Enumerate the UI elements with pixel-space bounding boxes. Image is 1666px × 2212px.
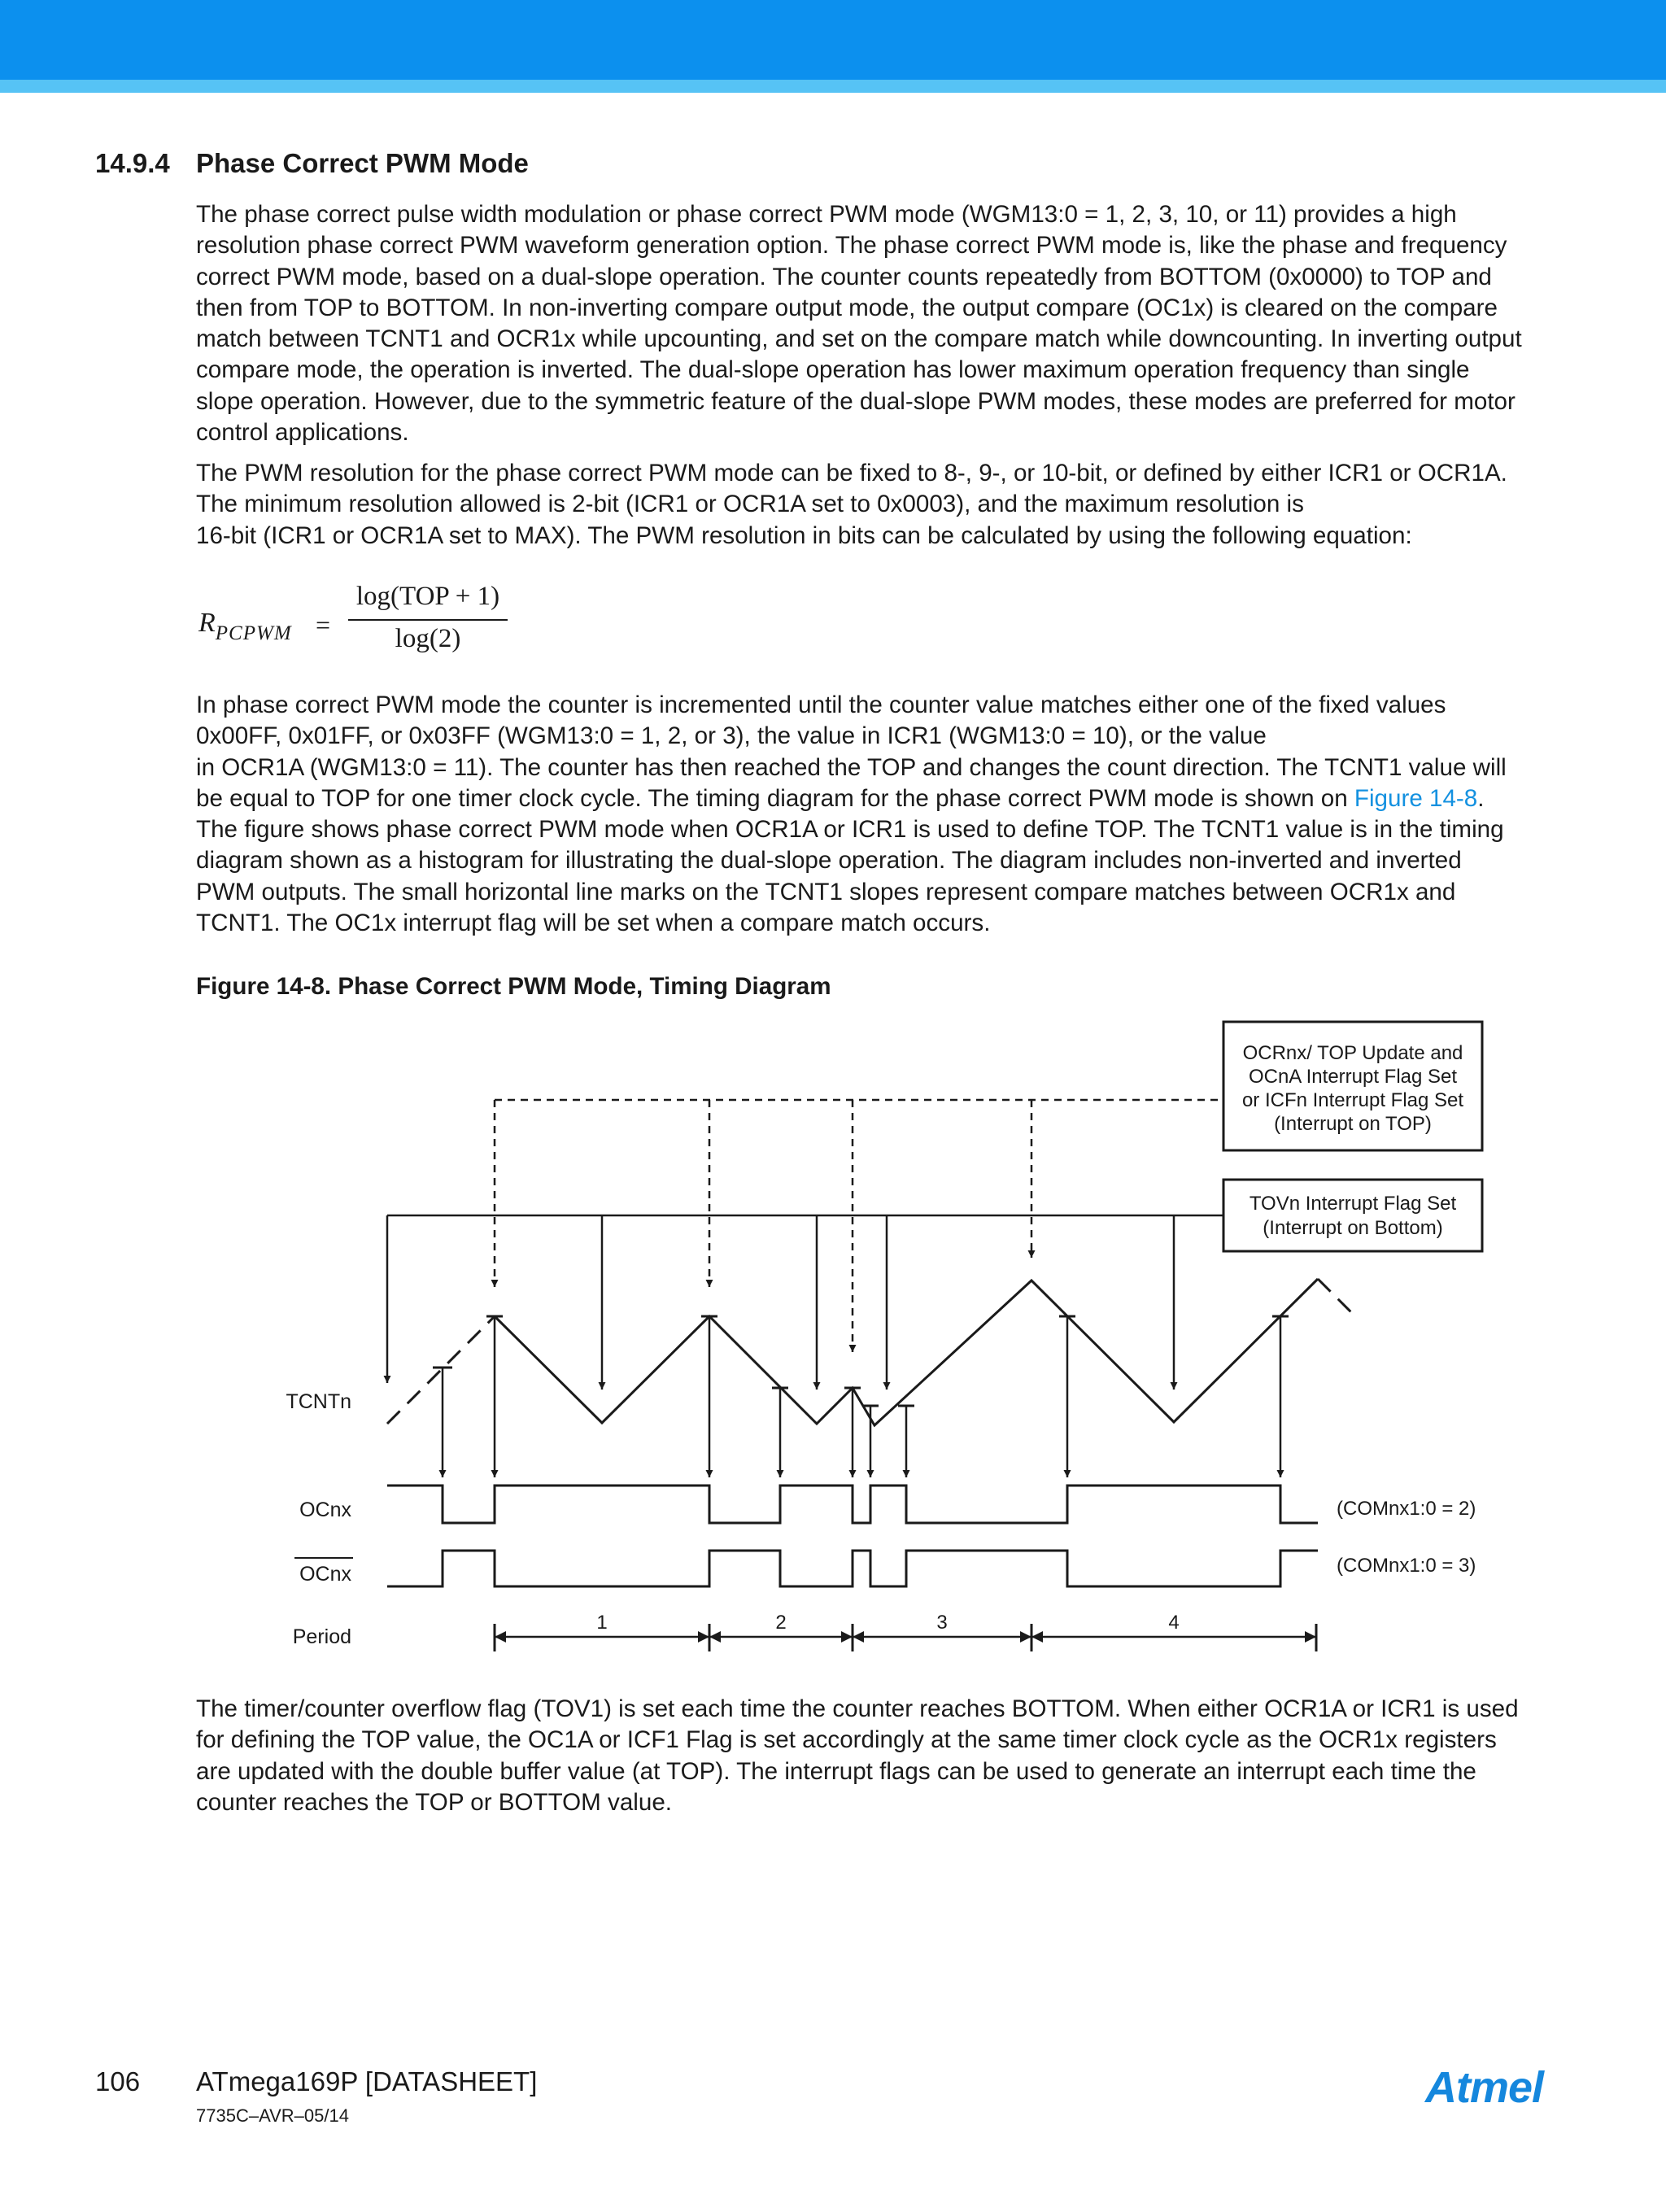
text-line: slope operation. However, due to the symmetric feature of the dual-slope PWM modes, these modes are preferred for motor bbox=[196, 387, 1516, 415]
text-line: control applications. bbox=[196, 419, 409, 447]
equation-subscript: PCPWM bbox=[215, 622, 292, 644]
text-line: are updated with the double buffer value (at TOP). The interrupt flags can be used to generate an interrupt each time the bbox=[196, 1757, 1476, 1785]
period-number: 4 bbox=[1168, 1612, 1180, 1634]
text-line: The figure shows phase correct PWM mode when OCR1A or ICR1 is used to define TOP. The TCNT1 value is in the timing bbox=[196, 816, 1504, 844]
text-segment: . bbox=[1477, 784, 1485, 812]
compare-match-ticks bbox=[433, 1316, 1289, 1406]
top-box-line: (Interrupt on TOP) bbox=[1274, 1113, 1432, 1135]
equation-equals: = bbox=[316, 610, 331, 639]
text-line: diagram shown as a histogram for illustrating the dual-slope operation. The diagram includes non-inverted and inverted bbox=[196, 847, 1462, 875]
text-line: compare mode, the operation is inverted. The dual-slope operation has lower maximum operation frequency than single bbox=[196, 356, 1470, 384]
top-box-line: OCnA Interrupt Flag Set bbox=[1248, 1066, 1458, 1088]
atmel-logo: Atmel bbox=[1425, 2063, 1544, 2112]
text-line: In phase correct PWM mode the counter is incremented until the counter value matches either one of the fixed values bbox=[196, 692, 1446, 718]
text-segment: be equal to TOP for one timer clock cycle. The timing diagram for the phase correct PWM mode is shown on bbox=[196, 784, 1354, 812]
equation-symbol: R bbox=[198, 608, 216, 638]
text-line: PWM outputs. The small horizontal line marks on the TCNT1 slopes represent compare matches between OCR1x and bbox=[196, 878, 1456, 905]
period-number: 1 bbox=[596, 1612, 608, 1634]
text-line: match between TCNT1 and OCR1x while upcounting, and set on the compare match while downcounting. In inverting output bbox=[196, 325, 1522, 353]
document-code: 7735C–AVR–05/14 bbox=[196, 2105, 349, 2126]
noninverted-mode-label: (COMnx1:0 = 2) bbox=[1337, 1498, 1476, 1520]
text-line: counter reaches the TOP or BOTTOM value. bbox=[196, 1788, 673, 1816]
equation-numerator: log(TOP + 1) bbox=[355, 582, 500, 611]
bottom-box-line: (Interrupt on Bottom) bbox=[1263, 1217, 1443, 1239]
text-line: TCNT1. The OC1x interrupt flag will be set when a compare match occurs. bbox=[196, 910, 991, 937]
text-line: 16-bit (ICR1 or OCR1A set to MAX). The PWM resolution in bits can be calculated by using the following equation: bbox=[196, 521, 1412, 549]
text-line: correct PWM mode, based on a dual-slope operation. The counter counts repeatedly from BOTTOM (0x0000) to TOP and bbox=[196, 263, 1492, 290]
period-number: 3 bbox=[936, 1612, 948, 1634]
period-label: Period bbox=[292, 1625, 351, 1648]
figure-caption: Figure 14-8. Phase Correct PWM Mode, Timing Diagram bbox=[196, 973, 831, 1000]
text-line: for defining the TOP value, the OC1A or ICF1 Flag is set accordingly at the same timer clock cycle as the OCR1x registers bbox=[196, 1726, 1497, 1754]
equation-denominator: log(2) bbox=[395, 624, 461, 653]
section-title: Phase Correct PWM Mode bbox=[196, 148, 529, 178]
top-update-lines bbox=[495, 1100, 1223, 1352]
text-line: The PWM resolution for the phase correct PWM mode can be fixed to 8-, 9-, or 10-bit, or defined by either ICR1 or OCR1A. bbox=[196, 460, 1507, 486]
document-title: ATmega169P [DATASHEET] bbox=[196, 2066, 538, 2096]
top-box-line: or ICFn Interrupt Flag Set bbox=[1241, 1089, 1464, 1111]
inverted-mode-label: (COMnx1:0 = 3) bbox=[1337, 1555, 1476, 1577]
page-number: 106 bbox=[95, 2066, 141, 2096]
tcnt-waveform bbox=[387, 1279, 1354, 1425]
text-line: The timer/counter overflow flag (TOV1) is set each time the counter reaches BOTTOM. When either OCR1A or ICR1 is used bbox=[196, 1695, 1519, 1722]
bottom-flag-lines bbox=[387, 1215, 1223, 1390]
text-line: 0x00FF, 0x01FF, or 0x03FF (WGM13:0 = 1, 2, or 3), the value in ICR1 (WGM13:0 = 10), or the value bbox=[196, 722, 1267, 750]
ocnx-label: OCnx bbox=[299, 1499, 351, 1521]
period-number: 2 bbox=[775, 1612, 787, 1634]
paragraph-overflow bbox=[196, 1694, 1579, 1818]
top-box-line: OCRnx/ TOP Update and bbox=[1242, 1042, 1463, 1064]
ocnx-waveform bbox=[387, 1486, 1318, 1523]
text-line: resolution phase correct PWM waveform generation option. The phase correct PWM mode is, like the phase and frequency bbox=[196, 232, 1507, 260]
tcnt-label: TCNTn bbox=[286, 1390, 351, 1413]
text-line: The minimum resolution allowed is 2-bit (ICR1 or OCR1A set to 0x0003), and the maximum resolution is bbox=[196, 491, 1304, 518]
text-line: then from TOP to BOTTOM. In non-inverting compare output mode, the output compare (OC1x) is cleared on the compare bbox=[196, 294, 1498, 321]
section-number: 14.9.4 bbox=[95, 148, 170, 178]
text-line: in OCR1A (WGM13:0 = 11). The counter has then reached the TOP and changes the count direction. The TCNT1 value will bbox=[196, 753, 1507, 781]
figure-link[interactable]: Figure 14-8 bbox=[1354, 784, 1478, 812]
compare-arrows bbox=[443, 1316, 1280, 1477]
text-line: The phase correct pulse width modulation or phase correct PWM mode (WGM13:0 = 1, 2, 3, 10, or 11) provides a high bbox=[196, 201, 1457, 228]
bottom-interrupt-box bbox=[1223, 1180, 1482, 1251]
bottom-box-line: TOVn Interrupt Flag Set bbox=[1249, 1193, 1457, 1215]
ocnx-inverted-waveform bbox=[387, 1551, 1318, 1586]
ocnx-inverted-label: OCnx bbox=[299, 1563, 351, 1586]
